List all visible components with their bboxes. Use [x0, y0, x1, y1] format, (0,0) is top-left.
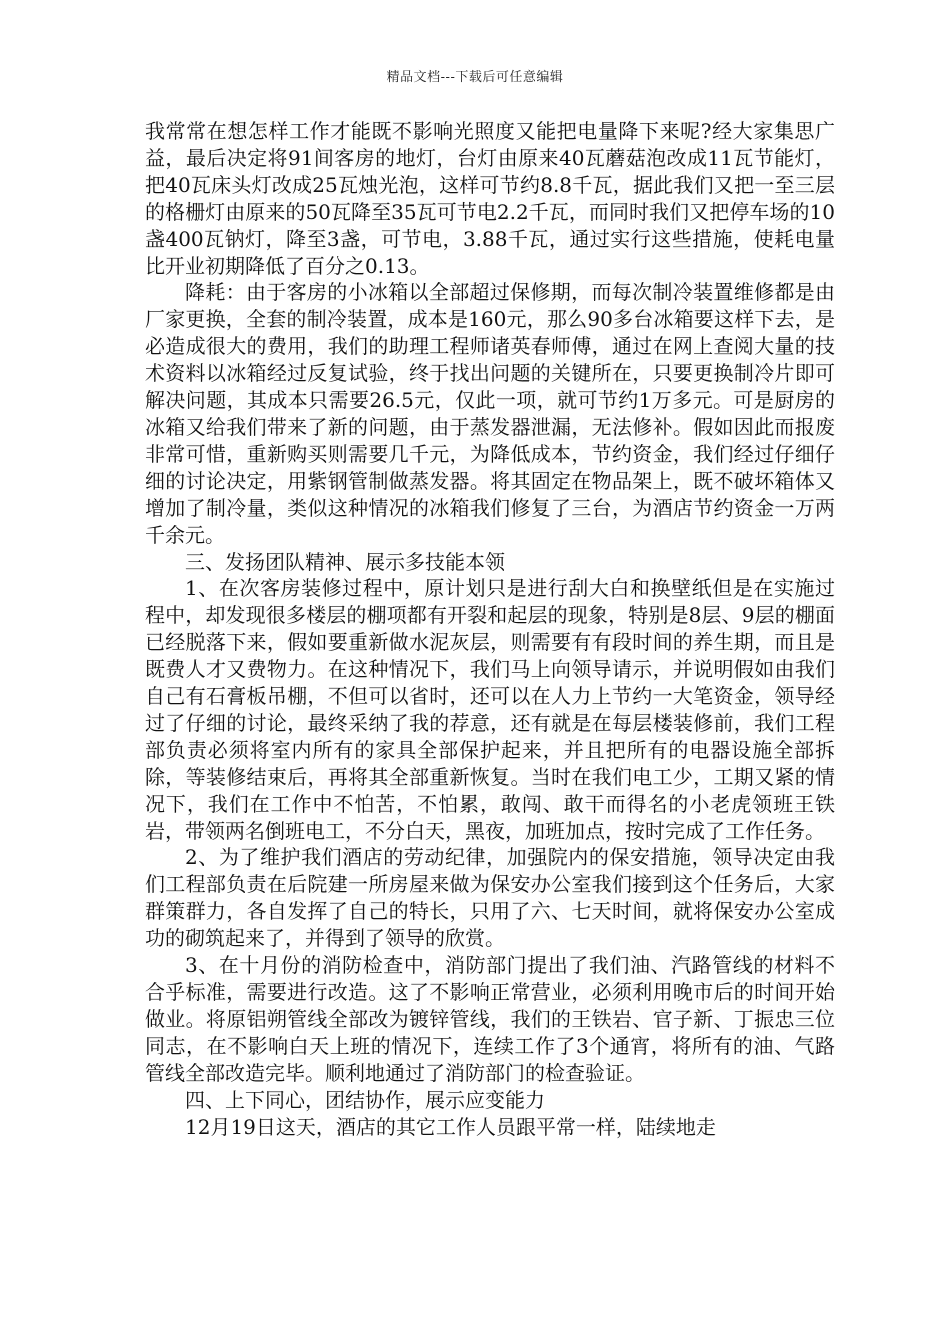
paragraph-2: 降耗：由于客房的小冰箱以全部超过保修期，而每次制冷装置维修都是由厂家更换，全套的制冷装置，成本是160元，那么90多台冰箱要这样下去，是必造成很大的费用，我们的助理工程师诸英春师傅，通过在网上查阅大量的技术资料以冰箱经过反复试验，终于找出问题的关键所在，只要更换制冷片即可解决问题，其成本只需要26.5元，仅此一项，就可节约1万多元。可是厨房的冰箱又给我们带来了新的问题，由于蒸发器泄漏，无法修补。假如因此而报废非常可惜，重新购买则需要几千元，为降低成本，节约资金，我们经过仔细仔细的讨论决定，用紫钢管制做蒸发器。将其固定在物品架上，既不破坏箱体又增加了制冷量，类似这种情况的冰箱我们修复了三台，为酒店节约资金一万两千余元。	[145, 280, 835, 547]
paragraph-8: 12月19日这天，酒店的其它工作人员跟平常一样，陆续地走	[185, 1114, 716, 1139]
document-body	[145, 118, 835, 1140]
paragraph-5: 2、为了维护我们酒店的劳动纪律，加强院内的保安措施，领导决定由我们工程部负责在后院建一所房屋来做为保安办公室我们接到这个任务后，大家群策群力，各自发挥了自己的特长，只用了六、七天时间，就将保安办公室成功的砌筑起来了，并得到了领导的欣赏。	[145, 845, 835, 951]
section-heading-3: 三、发扬团队精神、展示多技能本领	[185, 549, 505, 574]
page-header: 精品文档---下载后可任意编辑	[386, 70, 564, 85]
paragraph-4: 1、在次客房装修过程中，原计划只是进行刮大白和换壁纸但是在实施过程中，却发现很多楼层的棚项都有开裂和起层的现象，特别是8层、9层的棚面已经脱落下来，假如要重新做水泥灰层，则需要有有段时间的养生期，而且是既费人才又费物力。在这种情况下，我们马上向领导请示，并说明假如由我们自己有石膏板吊棚，不但可以省时，还可以在人力上节约一大笔资金，领导经过了仔细的讨论，最终采纳了我的荐意，还有就是在每层楼装修前，我们工程部负责必须将室内所有的家具全部保护起来，并且把所有的电器设施全部拆除，等装修结束后，再将其全部重新恢复。当时在我们电工少，工期又紧的情况下，我们在工作中不怕苦，不怕累，敢闯、敢干而得名的小老虎领班王铁岩，带领两名倒班电工，不分白天，黑夜，加班加点，按时完成了工作任务。	[145, 576, 835, 843]
paragraph-1: 我常常在想怎样工作才能既不影响光照度又能把电量降下来呢?经大家集思广益，最后决定将91间客房的地灯，台灯由原来40瓦蘑菇泡改成11瓦节能灯，把40瓦床头灯改成25瓦烛光泡，这样可节约8.8千瓦，据此我们又把一至三层的格栅灯由原来的50瓦降至35瓦可节电2.2千瓦，而同时我们又把停车场的10盏400瓦钠灯，降至3盏，可节电，3.88千瓦，通过实行这些措施，使耗电量比开业初期降低了百分之0.13。	[145, 119, 835, 278]
paragraph-6: 3、在十月份的消防检查中，消防部门提出了我们油、汽路管线的材料不合乎标准，需要进行改造。这了不影响正常营业，必须利用晚市后的时间开始做业。将原铝朔管线全部改为镀锌管线，我们的王铁岩、官子新、丁振忠三位同志，在不影响白天上班的情况下，连续工作了3个通宵，将所有的油、气路管线全部改造完毕。顺利地通过了消防部门的检查验证。	[145, 953, 835, 1085]
section-heading-4: 四、上下同心，团结协作，展示应变能力	[185, 1087, 545, 1112]
